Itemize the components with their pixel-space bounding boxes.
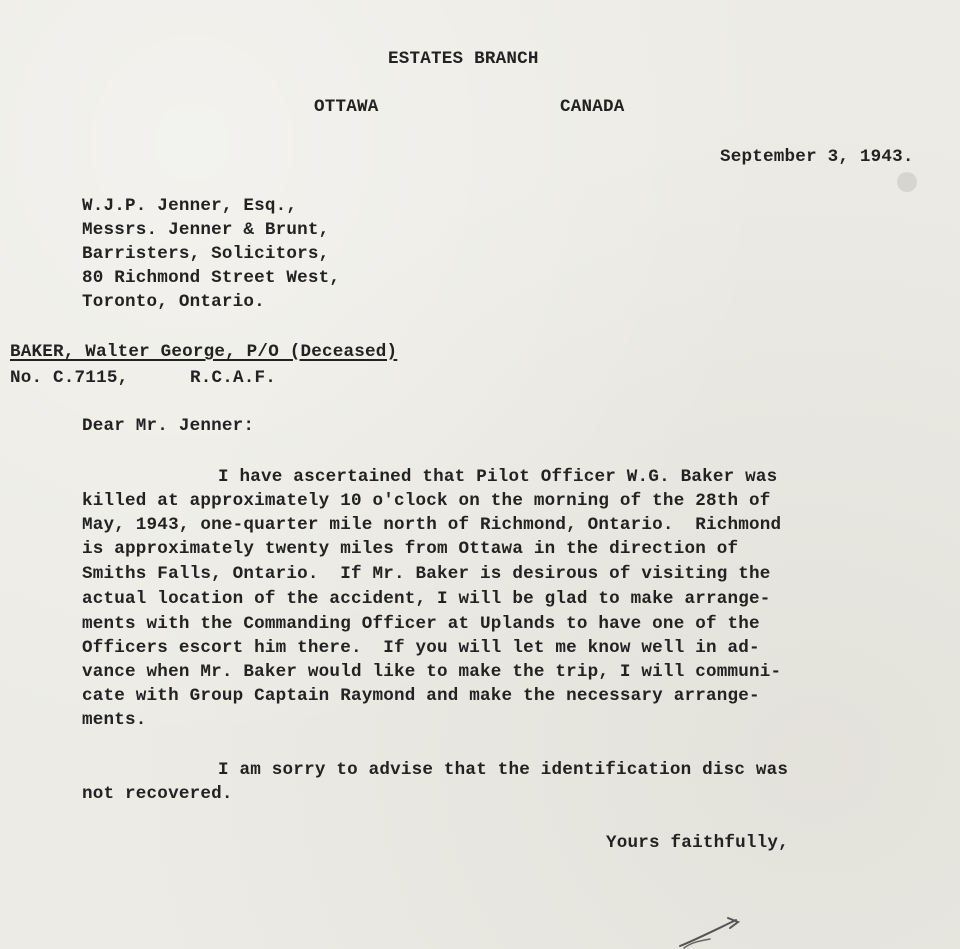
letterhead-city: OTTAWA bbox=[314, 97, 379, 117]
subject-force: R.C.A.F. bbox=[190, 368, 277, 388]
body-line: actual location of the accident, I will be glad to make arrange- bbox=[82, 589, 771, 609]
addressee-line: W.J.P. Jenner, Esq., bbox=[82, 196, 298, 216]
signature-mark bbox=[670, 912, 750, 949]
body-line: Smiths Falls, Ontario. If Mr. Baker is desirous of visiting the bbox=[82, 564, 771, 584]
paper-speck bbox=[897, 172, 917, 192]
addressee-line: Barristers, Solicitors, bbox=[82, 244, 330, 264]
body-line: Officers escort him there. If you will let me know well in ad- bbox=[82, 638, 760, 658]
salutation: Dear Mr. Jenner: bbox=[82, 416, 255, 436]
subject-name: BAKER, Walter George, P/O (Deceased) bbox=[10, 342, 398, 362]
body-line: killed at approximately 10 o'clock on the morning of the 28th of bbox=[82, 491, 771, 511]
body-line: I am sorry to advise that the identification disc was bbox=[218, 760, 789, 780]
body-line: I have ascertained that Pilot Officer W.G. Baker was bbox=[218, 467, 778, 487]
letter-date: September 3, 1943. bbox=[720, 147, 914, 167]
body-line: not recovered. bbox=[82, 784, 233, 804]
addressee-line: 80 Richmond Street West, bbox=[82, 268, 341, 288]
body-line: ments with the Commanding Officer at Uplands to have one of the bbox=[82, 614, 760, 634]
subject-service-number: No. C.7115, bbox=[10, 368, 129, 388]
body-line: is approximately twenty miles from Ottawa in the direction of bbox=[82, 539, 739, 559]
closing: Yours faithfully, bbox=[606, 833, 789, 853]
body-line: vance when Mr. Baker would like to make the trip, I will communi- bbox=[82, 662, 782, 682]
body-line: cate with Group Captain Raymond and make the necessary arrange- bbox=[82, 686, 760, 706]
body-line: ments. bbox=[82, 710, 147, 730]
letterhead-country: CANADA bbox=[560, 97, 625, 117]
letterhead-branch: ESTATES BRANCH bbox=[388, 49, 539, 69]
body-line: May, 1943, one-quarter mile north of Richmond, Ontario. Richmond bbox=[82, 515, 782, 535]
addressee-line: Messrs. Jenner & Brunt, bbox=[82, 220, 330, 240]
addressee-line: Toronto, Ontario. bbox=[82, 292, 265, 312]
